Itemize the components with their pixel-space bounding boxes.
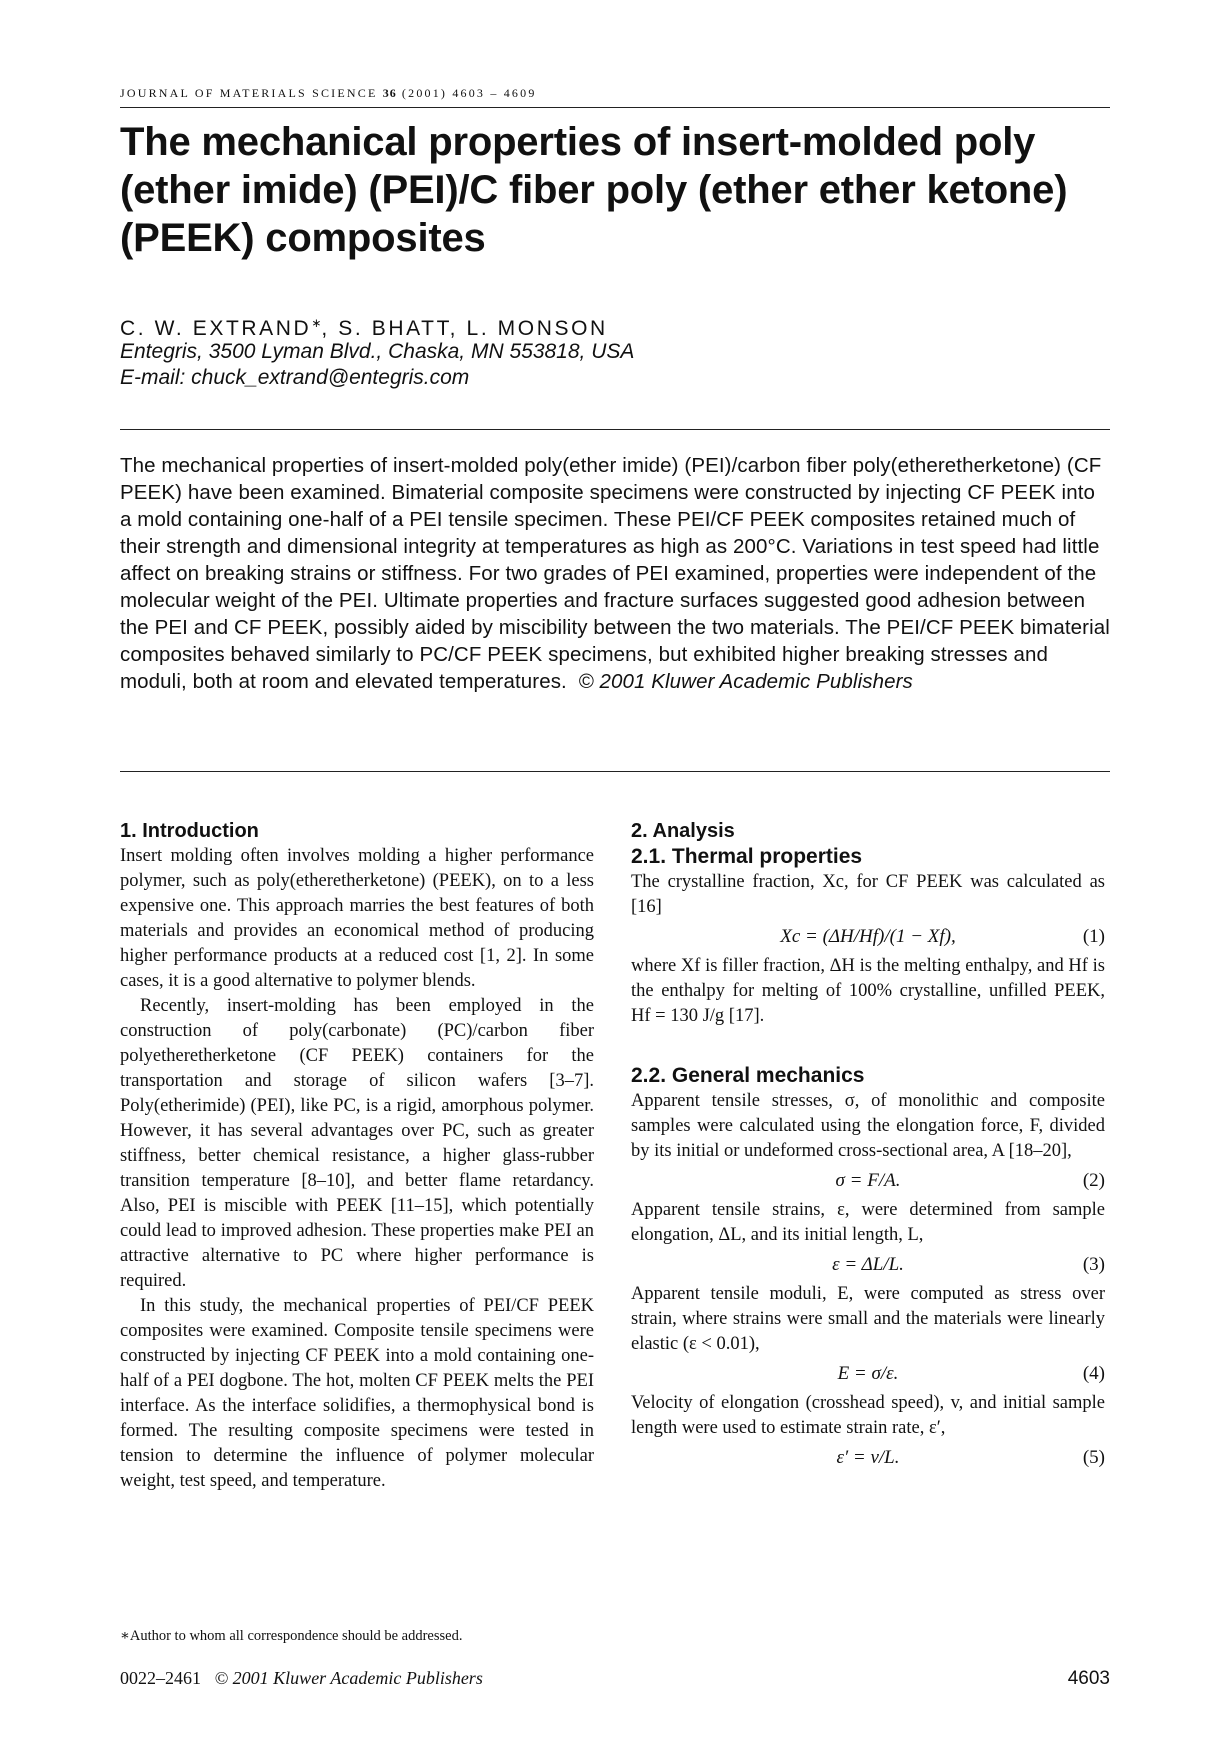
abstract-rule-bottom bbox=[120, 771, 1110, 772]
footer-publication-line bbox=[120, 1668, 483, 1689]
equation-2 bbox=[631, 1164, 1105, 1198]
equation-4 bbox=[631, 1357, 1105, 1391]
header-rule bbox=[120, 107, 1110, 108]
equation-3-number: (3) bbox=[1082, 1254, 1105, 1275]
subsection-heading-mechanics: 2.2. General mechanics bbox=[631, 1064, 865, 1087]
equation-4-number: (4) bbox=[1082, 1363, 1105, 1384]
abstract-rule-top bbox=[120, 429, 1110, 430]
abstract-copyright: © 2001 Kluwer Academic Publishers bbox=[578, 670, 913, 693]
mechanics-paragraph-2: Apparent tensile strains, ε, were determined from sample elongation, ΔL, and its initial length, L, bbox=[631, 1200, 1105, 1245]
section-heading-introduction: 1. Introduction bbox=[120, 820, 259, 842]
footer-issn: 0022–2461 bbox=[120, 1668, 201, 1688]
section-spacer bbox=[631, 1029, 1105, 1063]
paper-title: The mechanical properties of insert-molded poly (ether imide) (PEI)/C fiber poly (ether ether ketone) (PEEK) composites bbox=[120, 120, 1068, 260]
mechanics-paragraph-3: Apparent tensile moduli, E, were computed as stress over strain, where strains were small and the materials were linearly elastic (ε < 0.01), bbox=[631, 1284, 1105, 1354]
intro-paragraph-1: Insert molding often involves molding a higher performance polymer, such as poly(etheretherketone) (PEEK), on to a less expensive one. This approach marries the best features of both materials and provides an economical method of producing higher performance products at a reduced cost [1, 2]. In some cases, it is a good alternative to polymer blends. bbox=[120, 846, 594, 991]
intro-paragraph-3: In this study, the mechanical properties of PEI/CF PEEK composites were examined. Composite tensile specimens were constructed by injecting CF PEEK into a mold containing one-half of a PEI dogbone. The hot, molten CF PEEK melts the PEI interface. As the interface solidifies, a thermophysical bond is formed. The resulting composite specimens were tested in tension to determine the influence of polymer molecular weight, test speed, and temperature. bbox=[120, 1296, 594, 1491]
equation-4-expression: E = σ/ε. bbox=[837, 1363, 899, 1384]
equation-2-expression: σ = F/A. bbox=[835, 1170, 901, 1191]
right-column bbox=[631, 818, 1105, 1475]
author-affiliation: Entegris, 3500 Lyman Blvd., Chaska, MN 553818, USA bbox=[120, 340, 635, 363]
equation-1-number: (1) bbox=[1082, 926, 1105, 947]
footnote: ∗Author to whom all correspondence should be addressed. bbox=[120, 1628, 463, 1644]
thermal-paragraph-2: where Xf is filler fraction, ΔH is the melting enthalpy, and Hf is the enthalpy for melting of 100% crystalline, unfilled PEEK, Hf = 130 J/g [17]. bbox=[631, 956, 1105, 1026]
thermal-paragraph-1: The crystalline fraction, Xc, for CF PEEK was calculated as [16] bbox=[631, 872, 1105, 917]
journal-volume: 36 bbox=[382, 86, 397, 100]
left-column bbox=[120, 818, 594, 1494]
author-email: E-mail: chuck_extrand@entegris.com bbox=[120, 366, 470, 389]
equation-5-number: (5) bbox=[1082, 1447, 1105, 1468]
equation-1-expression: Xc = (ΔH/Hf)/(1 − Xf), bbox=[780, 926, 956, 947]
author-first: C. W. EXTRAND bbox=[120, 317, 312, 340]
journal-header bbox=[120, 86, 1110, 101]
author-others: , S. BHATT, L. MONSON bbox=[321, 317, 608, 340]
section-heading-analysis: 2. Analysis bbox=[631, 820, 735, 842]
author-list bbox=[120, 316, 608, 341]
subsection-heading-thermal: 2.1. Thermal properties bbox=[631, 845, 863, 868]
corresponding-author-mark: ∗ bbox=[311, 316, 322, 330]
equation-3-expression: ε = ΔL/L. bbox=[832, 1254, 904, 1275]
abstract-text: The mechanical properties of insert-molded poly(ether imide) (PEI)/carbon fiber poly(etheretherketone) (CF PEEK) have been examined. Bimaterial composite specimens were constructed by injecting CF PEEK into a mold containing one-half of a PEI tensile specimen. These PEI/CF PEEK composites retained much of their strength and dimensional integrity at temperatures as high as 200°C. Variations in test speed had little affect on breaking strains or stiffness. For two grades of PEI examined, properties were independent of the molecular weight of the PEI. Ultimate properties and fracture surfaces suggested good adhesion between the PEI and CF PEEK, possibly aided by miscibility between the two materials. The PEI/CF PEEK bimaterial composites behaved similarly to PC/CF PEEK specimens, but exhibited higher breaking stresses and moduli, both at room and elevated temperatures. bbox=[120, 454, 1110, 693]
mechanics-paragraph-1: Apparent tensile stresses, σ, of monolithic and composite samples were calculated using the elongation force, F, divided by its initial or undeformed cross-sectional area, A [18–20], bbox=[631, 1091, 1105, 1161]
journal-year-pages: (2001) 4603 – 4609 bbox=[401, 86, 537, 100]
equation-1 bbox=[631, 920, 1105, 954]
footer-publisher: © 2001 Kluwer Academic Publishers bbox=[214, 1668, 483, 1688]
journal-name: JOURNAL OF MATERIALS SCIENCE bbox=[120, 86, 378, 100]
page-number: 4603 bbox=[1067, 1668, 1110, 1689]
equation-3 bbox=[631, 1248, 1105, 1282]
equation-5-expression: ε′ = v/L. bbox=[836, 1447, 900, 1468]
equation-5 bbox=[631, 1441, 1105, 1475]
equation-2-number: (2) bbox=[1082, 1170, 1105, 1191]
abstract bbox=[120, 452, 1110, 695]
mechanics-paragraph-4: Velocity of elongation (crosshead speed), v, and initial sample length were used to estimate strain rate, ε′, bbox=[631, 1393, 1105, 1438]
intro-paragraph-2: Recently, insert-molding has been employed in the construction of poly(carbonate) (PC)/carbon fiber polyetheretherketone (CF PEEK) containers for the transportation and storage of silicon wafers [3–7]. Poly(etherimide) (PEI), like PC, is a rigid, amorphous polymer. However, it has several advantages over PC, such as greater stiffness, better chemical resistance, a higher glass-rubber transition temperature [8–10], and better flame retardancy. Also, PEI is miscible with PEEK [11–15], which potentially could lead to improved adhesion. These properties make PEI an attractive alternative to PC where higher performance is required. bbox=[120, 996, 594, 1291]
